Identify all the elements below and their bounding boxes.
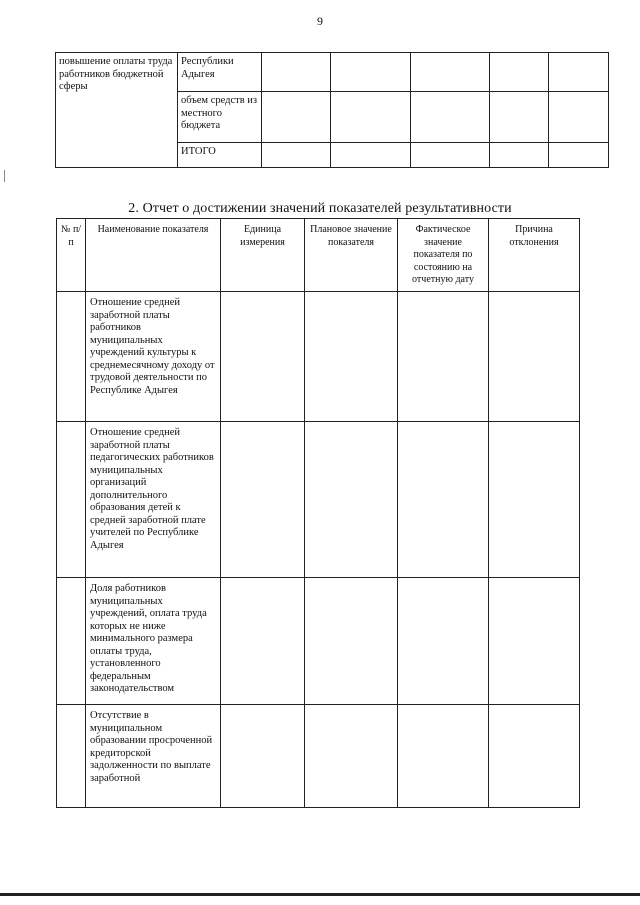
table-cell (221, 578, 305, 705)
total-cell: ИТОГО (178, 143, 262, 168)
table-cell (262, 53, 331, 92)
column-header: Плановое значение показателя (305, 219, 398, 292)
results-table (56, 218, 580, 808)
table-cell (398, 578, 489, 705)
funding-source-cell: Республики Адыгея (178, 53, 262, 92)
table-cell (411, 92, 490, 143)
indicator-name: Отношение средней заработной платы работников муниципальных учреждений культуры к среднемесячному доходу от трудовой деятельности по Республике Адыгея (86, 292, 221, 422)
table-cell (221, 705, 305, 808)
table-cell (489, 422, 580, 578)
table-row (57, 292, 580, 422)
page-number: 9 (317, 14, 323, 28)
row-number-cell (57, 292, 86, 422)
table-cell (398, 292, 489, 422)
column-header: № п/п (57, 219, 86, 292)
funding-source-cell: объем средств из местного бюджета (178, 92, 262, 143)
page-bottom-border (0, 893, 640, 896)
table-cell (489, 578, 580, 705)
table-cell (411, 143, 490, 168)
table-cell (305, 578, 398, 705)
table-cell (549, 92, 609, 143)
table-cell (221, 292, 305, 422)
table-row (57, 705, 580, 808)
table-cell (305, 292, 398, 422)
column-header: Фактическое значение показателя по состоянию на отчетную дату (398, 219, 489, 292)
table-cell (411, 53, 490, 92)
column-header: Причина отклонения (489, 219, 580, 292)
row-number-cell (57, 422, 86, 578)
funding-table (55, 52, 609, 168)
table-cell (490, 143, 549, 168)
table-cell (490, 92, 549, 143)
table-header-row (57, 219, 580, 292)
column-header: Наименование показателя (86, 219, 221, 292)
row-number-cell (57, 705, 86, 808)
table-cell (262, 143, 331, 168)
column-header: Единица измерения (221, 219, 305, 292)
table-row (57, 578, 580, 705)
table-cell (549, 143, 609, 168)
section-title: 2. Отчет о достижении значений показателей результативности (128, 201, 512, 216)
table-cell (398, 422, 489, 578)
scan-mark (4, 170, 5, 182)
indicator-name: Доля работников муниципальных учреждений, оплата труда которых не ниже минимального размера оплаты труда, установленного федеральным законодательством (86, 578, 221, 705)
table-cell (221, 422, 305, 578)
table-cell (331, 92, 411, 143)
table-cell (305, 705, 398, 808)
table-cell (305, 422, 398, 578)
table-cell (490, 53, 549, 92)
table-cell (262, 92, 331, 143)
table-cell (331, 53, 411, 92)
table-cell (398, 705, 489, 808)
table-row (57, 422, 580, 578)
indicator-name: Отсутствие в муниципальном образовании просроченной кредиторской задолженности по выплате заработной (86, 705, 221, 808)
table-cell (549, 53, 609, 92)
row-number-cell (57, 578, 86, 705)
table-cell (331, 143, 411, 168)
indicator-name: Отношение средней заработной платы педагогических работников муниципальных организаций дополнительного образования детей к средней заработной плате учителей по Республике Адыгея (86, 422, 221, 578)
table-cell (489, 705, 580, 808)
table-cell (489, 292, 580, 422)
table-row (56, 53, 609, 92)
funding-purpose-cell: повышение оплаты труда работников бюджетной сферы (56, 53, 178, 168)
